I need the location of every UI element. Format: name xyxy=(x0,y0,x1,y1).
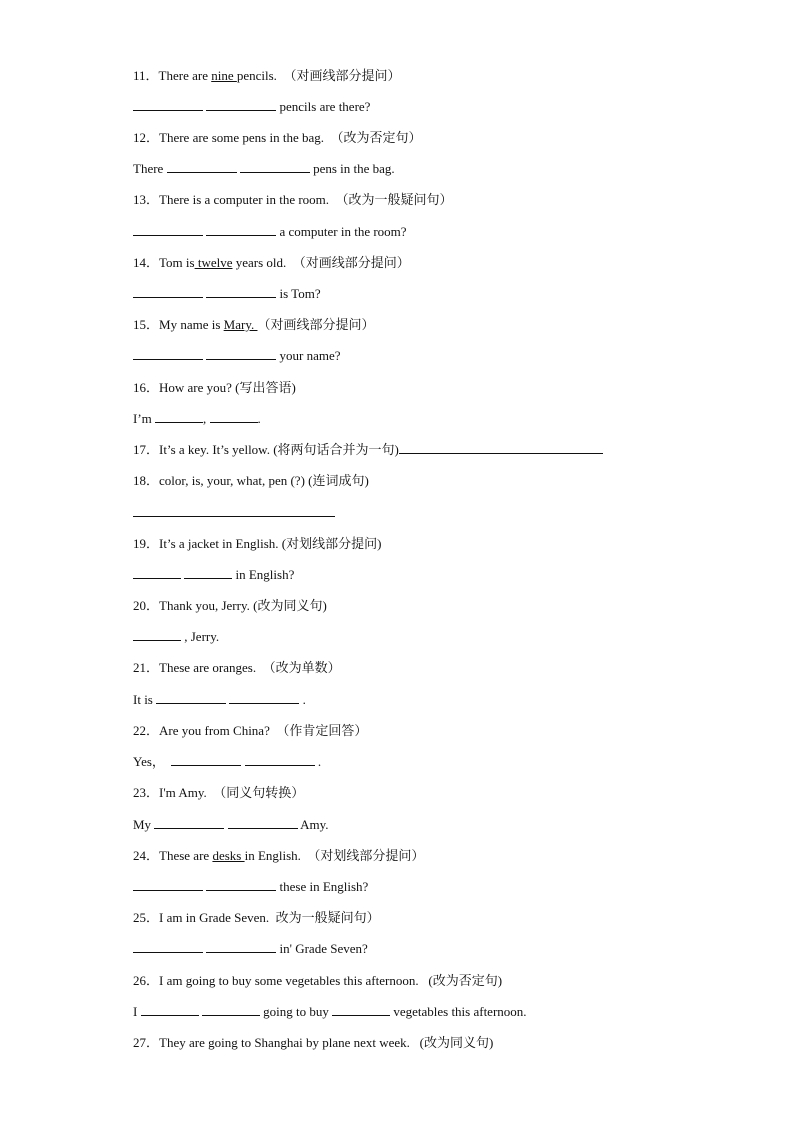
answer-19: in English? xyxy=(133,567,294,583)
answer-blank[interactable] xyxy=(167,161,237,173)
answer-blank[interactable] xyxy=(133,99,203,111)
question-14: 14．Tom is twelve years old. （对画线部分提问） xyxy=(133,255,410,270)
underlined-word: twelve xyxy=(194,255,233,270)
answer-25: in' Grade Seven? xyxy=(133,941,368,957)
answer-blank[interactable] xyxy=(202,1004,260,1016)
answer-blank[interactable] xyxy=(133,941,203,953)
question-18: 18．color, is, your, what, pen (?) (连词成句) xyxy=(133,473,369,488)
answer-blank[interactable] xyxy=(155,411,203,423)
question-20: 20．Thank you, Jerry. (改为同义句) xyxy=(133,598,327,613)
answer-12: There pens in the bag. xyxy=(133,161,395,176)
answer-blank[interactable] xyxy=(184,567,232,579)
answer-24: these in English? xyxy=(133,879,368,895)
answer-blank[interactable] xyxy=(133,505,335,517)
answer-blank[interactable] xyxy=(228,817,298,829)
answer-blank[interactable] xyxy=(206,348,276,360)
answer-23: My Amy. xyxy=(133,817,329,832)
answer-26: I going to buy vegetables this afternoon. xyxy=(133,1004,527,1019)
answer-blank[interactable] xyxy=(206,879,276,891)
answer-21: It is . xyxy=(133,692,306,707)
answer-15: your name? xyxy=(133,348,341,364)
answer-16: I’m , . xyxy=(133,411,261,426)
question-13: 13．There is a computer in the room. （改为一般疑问句） xyxy=(133,192,453,207)
answer-blank[interactable] xyxy=(206,224,276,236)
answer-blank[interactable] xyxy=(133,348,203,360)
answer-blank[interactable] xyxy=(133,629,181,641)
answer-blank[interactable] xyxy=(229,692,299,704)
question-22: 22．Are you from China? （作肯定回答） xyxy=(133,723,368,738)
answer-blank[interactable] xyxy=(245,754,315,766)
question-21: 21．These are oranges. （改为单数） xyxy=(133,660,341,675)
question-17: 17．It’s a key. It’s yellow. (将两句话合并为一句) xyxy=(133,442,603,458)
answer-blank[interactable] xyxy=(240,161,310,173)
answer-11: pencils are there? xyxy=(133,99,370,115)
answer-blank[interactable] xyxy=(206,286,276,298)
question-23: 23．I'm Amy. （同义句转换） xyxy=(133,785,305,800)
answer-blank[interactable] xyxy=(156,692,226,704)
answer-14: is Tom? xyxy=(133,286,321,302)
answer-18 xyxy=(133,505,335,521)
answer-13: a computer in the room? xyxy=(133,224,407,240)
answer-blank[interactable] xyxy=(154,817,224,829)
answer-blank[interactable] xyxy=(133,567,181,579)
answer-blank[interactable] xyxy=(206,99,276,111)
question-15: 15．My name is Mary. （对画线部分提问） xyxy=(133,317,375,332)
question-27: 27．They are going to Shanghai by plane next week. (改为同义句) xyxy=(133,1035,494,1050)
answer-blank[interactable] xyxy=(133,286,203,298)
question-16: 16．How are you? (写出答语) xyxy=(133,380,296,395)
answer-blank[interactable] xyxy=(171,754,241,766)
question-19: 19．It’s a jacket in English. (对划线部分提问) xyxy=(133,536,382,551)
answer-blank[interactable] xyxy=(133,224,203,236)
answer-blank[interactable] xyxy=(210,411,258,423)
question-26: 26．I am going to buy some vegetables this afternoon. (改为否定句) xyxy=(133,973,503,988)
answer-blank[interactable] xyxy=(141,1004,199,1016)
answer-20: , Jerry. xyxy=(133,629,219,645)
answer-blank[interactable] xyxy=(332,1004,390,1016)
question-12: 12．There are some pens in the bag. （改为否定句） xyxy=(133,130,422,145)
underlined-word: Mary. xyxy=(223,317,258,332)
question-25: 25．I am in Grade Seven. 改为一般疑问句） xyxy=(133,910,380,925)
question-11: 11．There are nine pencils. （对画线部分提问） xyxy=(133,68,401,83)
question-24: 24．These are desks in English. （对划线部分提问） xyxy=(133,848,425,863)
answer-blank[interactable] xyxy=(399,442,603,454)
underlined-word: nine xyxy=(211,68,237,83)
answer-blank[interactable] xyxy=(133,879,203,891)
underlined-word: desks xyxy=(212,848,245,863)
answer-22: Yes， . xyxy=(133,754,322,769)
answer-blank[interactable] xyxy=(206,941,276,953)
